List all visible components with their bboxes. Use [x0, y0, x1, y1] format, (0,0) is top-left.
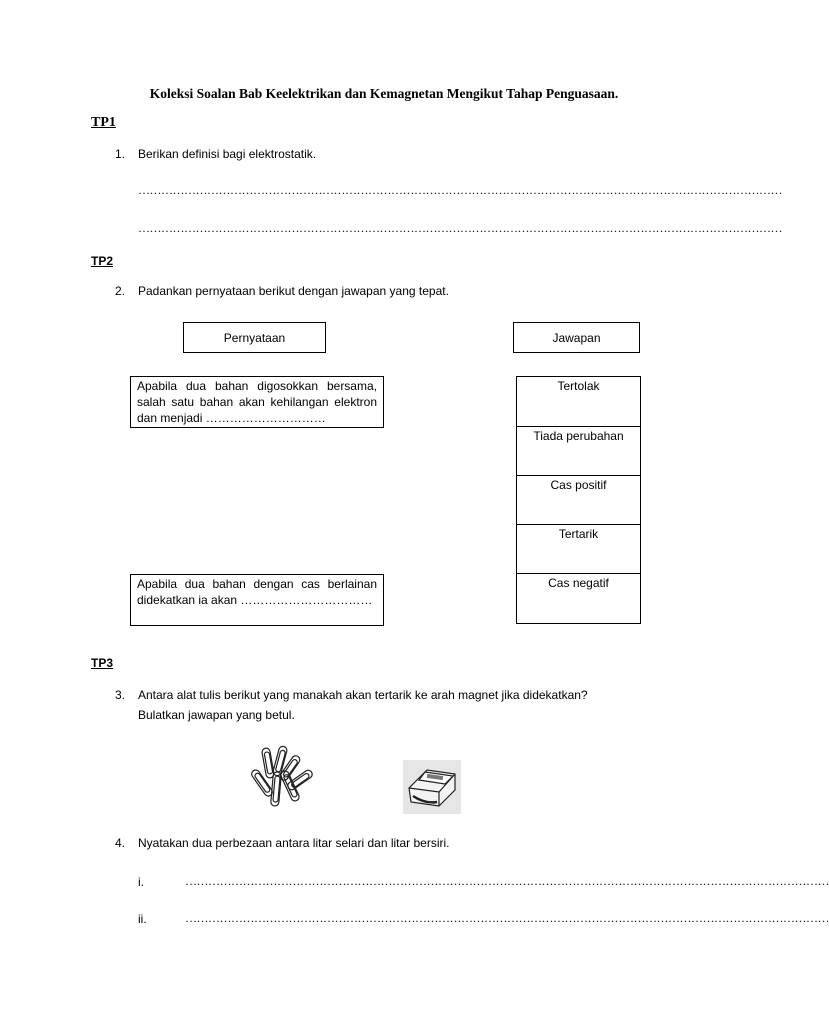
eraser-image[interactable]: [403, 760, 461, 814]
paper-clips-icon: [250, 744, 314, 812]
q1-text: Berikan definisi bagi elektrostatik.: [138, 147, 317, 161]
answer-cell-tertarik[interactable]: [516, 524, 641, 574]
tp3-heading: TP3: [91, 656, 114, 670]
q4-item-2-label: ii.: [138, 912, 147, 926]
q3-number: 3.: [114, 688, 125, 702]
statement-2-text: Apabila dua bahan dengan cas berlainan didekatkan ia akan ……………………………: [137, 577, 377, 607]
q2-text: Padankan pernyataan berikut dengan jawapan yang tepat.: [138, 284, 449, 298]
eraser-icon: [403, 760, 461, 814]
q1-answer-line-1[interactable]: ……………………………………………………………………………………………………………………………………………………: [138, 183, 782, 197]
statement-header: [183, 322, 326, 353]
answer-label: Tertolak: [557, 379, 600, 393]
answer-label: Cas positif: [550, 478, 607, 492]
tp1-heading: TP1: [91, 115, 116, 130]
statement-box-2: [130, 574, 384, 626]
answer-cell-cas-positif[interactable]: [516, 475, 641, 525]
q1-number: 1.: [114, 147, 125, 161]
q4-text: Nyatakan dua perbezaan antara litar selari dan litar bersiri.: [138, 836, 450, 850]
page-title: Koleksi Soalan Bab Keelektrikan dan Kemagnetan Mengikut Tahap Penguasaan.: [149, 86, 619, 101]
answer-column: [516, 376, 641, 624]
answer-cell-tertolak[interactable]: [516, 376, 641, 427]
tp2-heading: TP2: [91, 254, 114, 268]
statement-box-1: [130, 376, 384, 428]
q2-number: 2.: [114, 284, 125, 298]
answer-header-label: Jawapan: [552, 330, 601, 345]
answer-label: Cas negatif: [548, 576, 609, 590]
q3-text-line-2: Bulatkan jawapan yang betul.: [138, 708, 295, 722]
statement-header-label: Pernyataan: [223, 330, 286, 345]
answer-label: Tertarik: [558, 527, 599, 541]
q3-text-line-1: Antara alat tulis berikut yang manakah akan tertarik ke arah magnet jika didekatkan?: [138, 688, 588, 702]
q1-answer-line-2[interactable]: ……………………………………………………………………………………………………………………………………………………: [138, 221, 782, 235]
q4-answer-line-2[interactable]: ……………………………………………………………………………………………………………………………………………………: [185, 911, 829, 925]
q4-item-1-label: i.: [138, 875, 144, 889]
q4-number: 4.: [114, 836, 125, 850]
q4-answer-line-1[interactable]: ……………………………………………………………………………………………………………………………………………………: [185, 874, 829, 888]
statement-1-text: Apabila dua bahan digosokkan bersama, salah satu bahan akan kehilangan elektron dan menjadi …………………………: [137, 379, 377, 425]
answer-header: [513, 322, 640, 353]
answer-cell-cas-negatif[interactable]: [516, 573, 641, 624]
answer-label: Tiada perubahan: [533, 429, 624, 443]
answer-cell-tiada-perubahan[interactable]: [516, 426, 641, 476]
paper-clips-image[interactable]: [250, 744, 314, 812]
